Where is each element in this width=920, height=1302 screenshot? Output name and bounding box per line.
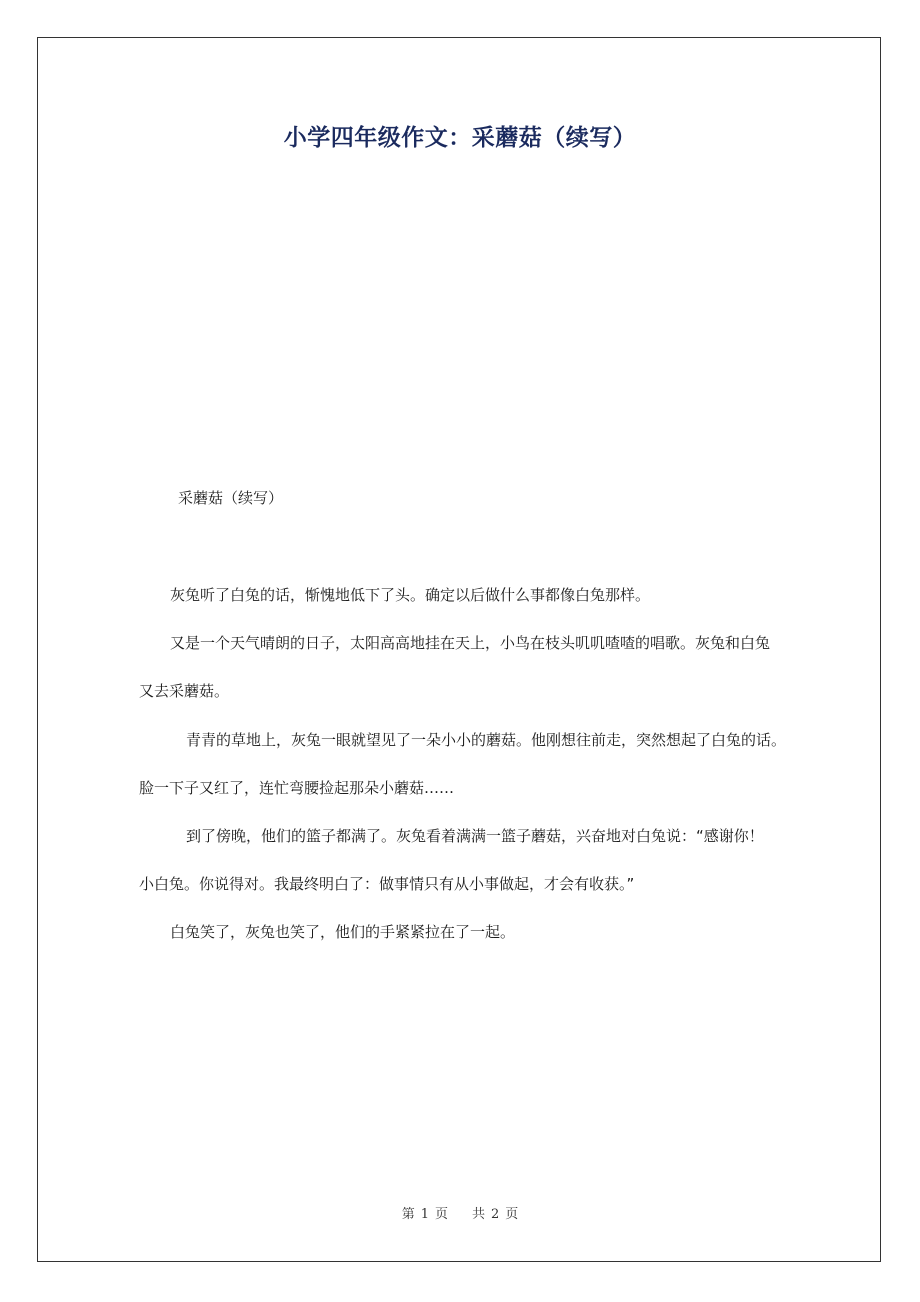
paragraph-line-7: 小白兔。你说得对。我最终明白了：做事情只有从小事做起，才会有收获。” bbox=[139, 875, 635, 893]
total-label-suffix: 页 bbox=[505, 1207, 519, 1222]
page-footer bbox=[0, 1204, 920, 1226]
paragraph-line-4: 青青的草地上，灰兔一眼就望见了一朵小小的蘑菇。他刚想往前走，突然想起了白兔的话。 bbox=[186, 731, 787, 749]
paragraph-line-1: 灰兔听了白兔的话，惭愧地低下了头。确定以后做什么事都像白兔那样。 bbox=[170, 586, 651, 604]
paragraph-line-8: 白兔笑了，灰兔也笑了，他们的手紧紧拉在了一起。 bbox=[170, 923, 516, 941]
essay-subtitle: 采蘑菇（续写） bbox=[178, 489, 284, 507]
paragraph-line-6: 到了傍晚，他们的篮子都满了。灰兔看着满满一篮子蘑菇，兴奋地对白兔说：“感谢你！ bbox=[186, 827, 764, 845]
page-label-prefix: 第 bbox=[401, 1207, 415, 1222]
total-pages-number: 2 bbox=[491, 1207, 500, 1222]
document-title: 小学四年级作文：采蘑菇（续写） bbox=[283, 125, 637, 151]
paragraph-line-3: 又去采蘑菇。 bbox=[139, 682, 230, 700]
page-label-suffix: 页 bbox=[434, 1207, 448, 1222]
total-label-prefix: 共 bbox=[472, 1207, 486, 1222]
current-page-number: 1 bbox=[420, 1207, 429, 1222]
paragraph-line-5: 脸一下子又红了，连忙弯腰捡起那朵小蘑菇…… bbox=[139, 779, 455, 797]
paragraph-line-2: 又是一个天气晴朗的日子，太阳高高地挂在天上，小鸟在枝头叽叽喳喳的唱歌。灰兔和白兔 bbox=[170, 634, 771, 652]
